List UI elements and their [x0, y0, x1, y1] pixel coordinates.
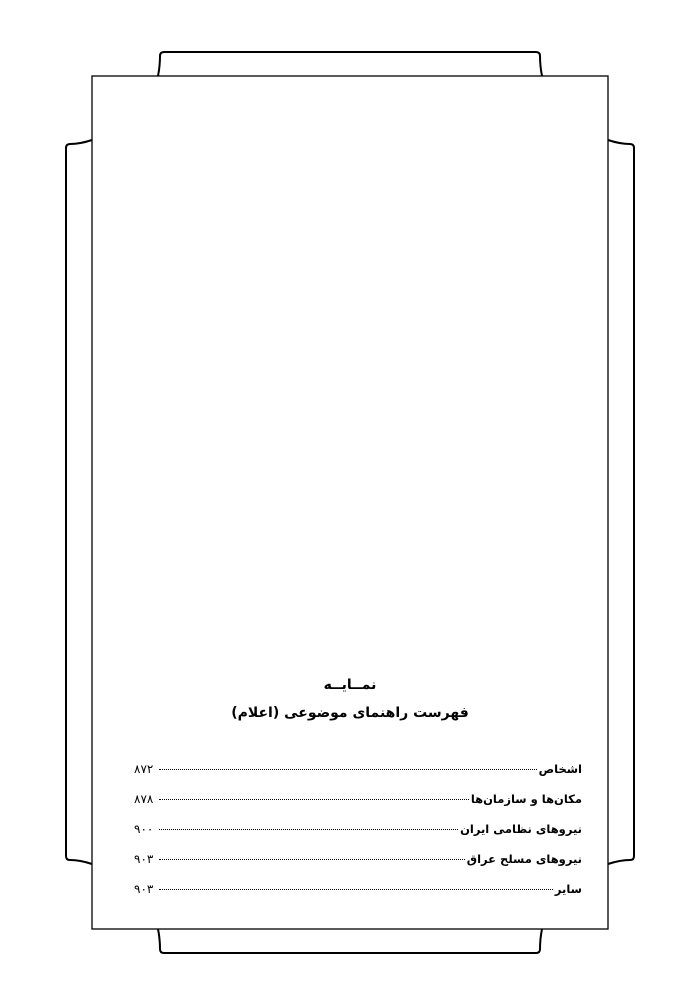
- toc-entry-iran-forces: [134, 822, 582, 852]
- toc-page-number: ۹۰۳: [134, 882, 154, 896]
- page-content: [92, 76, 608, 929]
- toc-dot-leader: [159, 799, 468, 800]
- toc-label: نیروهای مسلح عراق: [466, 852, 582, 866]
- toc-dot-leader: [159, 829, 458, 830]
- toc-page-number: ۸۷۸: [134, 792, 154, 806]
- toc-entry-people: [134, 762, 582, 792]
- toc-entry-places: [134, 792, 582, 822]
- page-subtitle: فهرست راهنمای موضوعی (اعلام): [231, 705, 469, 721]
- toc-label: سایر: [554, 882, 582, 896]
- toc-label: اشخاص: [538, 762, 582, 776]
- toc-page-number: ۹۰۰: [134, 822, 154, 836]
- toc-dot-leader: [159, 859, 464, 860]
- toc-list: [134, 762, 582, 912]
- page-title: نمــایــه: [323, 677, 377, 693]
- toc-entry-iraq-forces: [134, 852, 582, 882]
- toc-label: نیروهای نظامی ایران: [460, 822, 582, 836]
- toc-dot-leader: [159, 769, 536, 770]
- toc-page-number: ۹۰۳: [134, 852, 154, 866]
- heading-block: [92, 676, 608, 722]
- toc-entry-other: [134, 882, 582, 912]
- toc-dot-leader: [159, 889, 553, 890]
- toc-label: مکان‌ها و سازمان‌ها: [470, 792, 582, 806]
- toc-page-number: ۸۷۲: [134, 762, 154, 776]
